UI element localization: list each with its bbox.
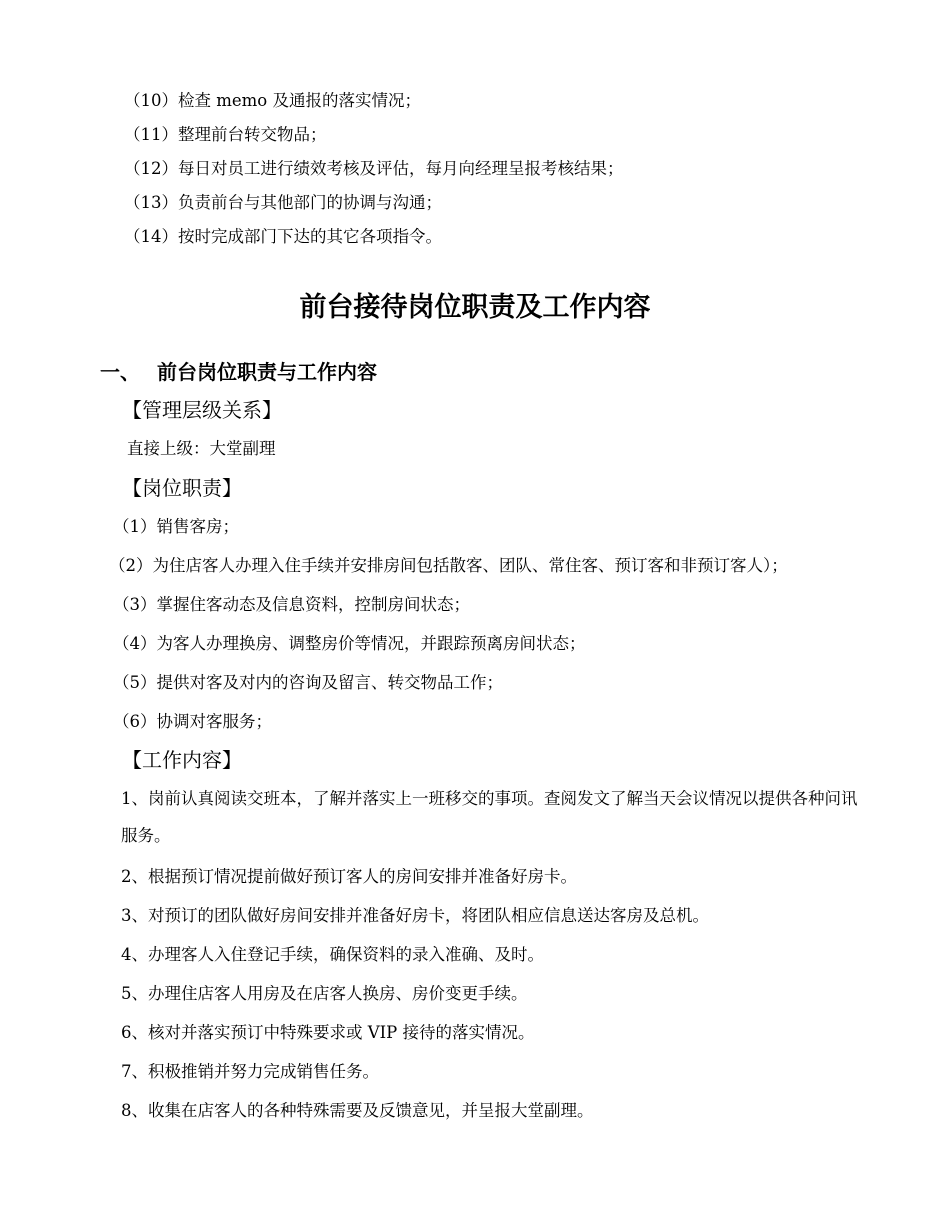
work-item: 8、收集在店客人的各种特殊需要及反馈意见，并呈报大堂副理。 — [121, 1101, 594, 1120]
duty-item: （1）销售客房； — [113, 517, 239, 536]
work-item: 4、办理客人入住登记手续，确保资料的录入准确、及时。 — [121, 945, 544, 964]
list-item: （11）整理前台转交物品； — [124, 125, 327, 144]
duty-item: （6）协调对客服务； — [113, 712, 272, 731]
hierarchy-label: 【管理层级关系】 — [122, 398, 282, 422]
section-number: 一、 — [100, 360, 140, 384]
list-item: （12）每日对员工进行绩效考核及评估，每月向经理呈报考核结果； — [124, 159, 624, 178]
supervisor-text: 直接上级：大堂副理 — [127, 439, 276, 458]
list-item: （14）按时完成部门下达的其它各项指令。 — [124, 227, 442, 246]
work-item: 5、办理住店客人用房及在店客人换房、房价变更手续。 — [121, 984, 528, 1003]
list-item: （10）检查 memo 及通报的落实情况； — [124, 91, 421, 110]
duty-item: （4）为客人办理换房、调整房价等情况，并跟踪预离房间状态； — [113, 634, 586, 653]
section-heading — [100, 358, 377, 386]
work-item: 1、岗前认真阅读交班本，了解并落实上一班移交的事项。查阅发文了解当天会议情况以提供各种问讯服务。 — [121, 789, 858, 845]
page-title: 前台接待岗位职责及工作内容 — [299, 292, 651, 323]
duty-item: （3）掌握住客动态及信息资料，控制房间状态； — [113, 595, 470, 614]
work-label: 【工作内容】 — [122, 748, 242, 772]
section-heading-text: 前台岗位职责与工作内容 — [157, 360, 377, 384]
work-item: 7、积极推销并努力完成销售任务。 — [121, 1062, 379, 1081]
work-item: 6、核对并落实预订中特殊要求或 VIP 接待的落实情况。 — [121, 1023, 535, 1042]
duty-item: （5）提供对客及对内的咨询及留言、转交物品工作； — [113, 673, 503, 692]
duty-item: （2）为住店客人办理入住手续并安排房间包括散客、团队、常住客、预订客和非预订客人）； — [109, 556, 788, 575]
list-item: （13）负责前台与其他部门的协调与沟通； — [124, 193, 442, 212]
work-item: 3、对预订的团队做好房间安排并准备好房卡，将团队相应信息送达客房及总机。 — [121, 906, 709, 925]
duties-label: 【岗位职责】 — [122, 476, 242, 500]
work-item: 2、根据预订情况提前做好预订客人的房间安排并准备好房卡。 — [121, 867, 577, 886]
